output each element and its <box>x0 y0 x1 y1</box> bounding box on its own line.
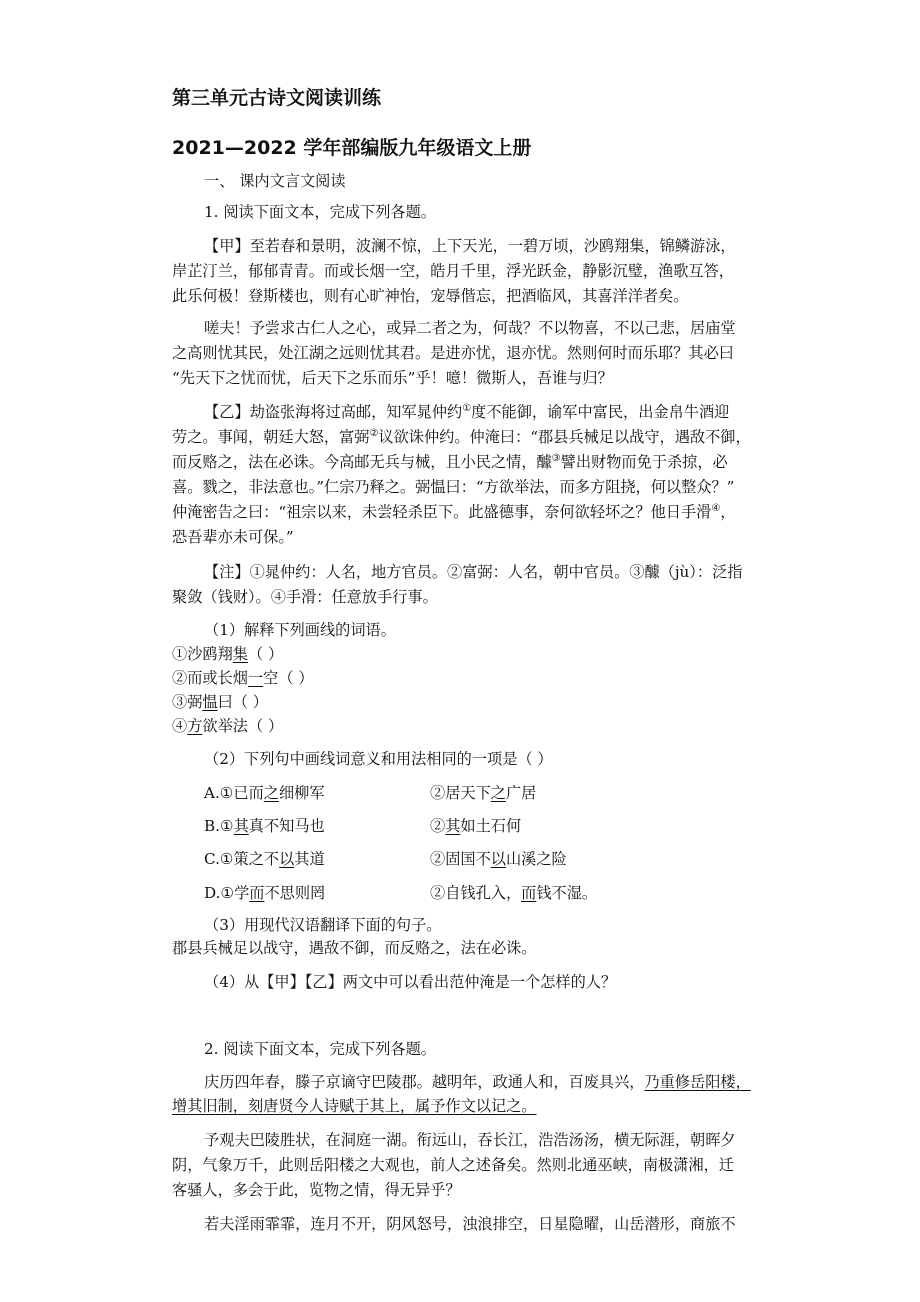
yi-line-6: 恐吾辈亦未可保。” <box>172 528 294 546</box>
vocab-text: ①沙鸥翔 <box>172 645 233 663</box>
option-text: 山溪之险 <box>505 850 567 868</box>
subquestion-3-prompt: （3）用现代汉语翻译下面的句子。 <box>204 916 442 934</box>
option-b-right <box>430 815 521 837</box>
answer-blank[interactable]: 曰（ ） <box>217 693 268 711</box>
footnote-marker: ② <box>369 427 379 439</box>
option-text: 其道 <box>294 850 325 868</box>
answer-blank[interactable]: 空（ ） <box>263 669 314 687</box>
q2-line-5: 客骚人，多会于此，览物之情，得无异乎？ <box>172 1181 461 1199</box>
yi-text: 劳之。事闻，朝廷大怒，富弼 <box>172 428 370 446</box>
vocab-text: ③弼 <box>172 693 203 711</box>
vocab-text: ②而或长烟 <box>172 669 248 687</box>
yi-text: 而反赂之，法在必诛。今高邮无兵与械，且小民之情，醵 <box>172 453 552 471</box>
footnote-marker: ④ <box>711 502 721 514</box>
option-text: ②自钱孔入， <box>430 884 522 902</box>
option-text: 广居 <box>505 784 537 802</box>
yi-text: 度不能御，谕军中富民，出金帛牛酒迎 <box>471 403 730 421</box>
option-d-left[interactable] <box>204 882 325 904</box>
option-text: ② <box>430 817 446 835</box>
option-a-left[interactable] <box>204 782 325 804</box>
yi-line-2 <box>172 426 751 448</box>
option-text: C.①策之不 <box>204 850 280 868</box>
underlined-word: 其 <box>445 817 461 835</box>
q2-text: 庆历四年春，滕子京谪守巴陵郡。越明年，政通人和，百废具兴， <box>204 1073 645 1091</box>
underlined-word: 以 <box>490 850 506 868</box>
vocab-item-1 <box>172 643 283 665</box>
option-text: 钱不湿。 <box>536 884 598 902</box>
subquestion-4-prompt: （4）从【甲】【乙】两文中可以看出范仲淹是一个怎样的人？ <box>204 973 617 991</box>
underlined-word: 方 <box>187 717 203 735</box>
option-text: 如土石何 <box>460 817 522 835</box>
vocab-item-3 <box>172 691 268 713</box>
worksheet-title: 第三单元古诗文阅读训练 <box>172 87 382 109</box>
underlined-word: 之 <box>263 784 279 802</box>
subquestion-2-prompt: （2）下列句中画线词意义和用法相同的一项是（ ） <box>204 750 553 768</box>
yi-line-1 <box>204 401 729 423</box>
option-d-right <box>430 882 597 904</box>
yi-text: ， <box>720 503 736 521</box>
option-text: 真不知马也 <box>248 817 325 835</box>
jia-line-6: “先天下之忧而忧，后天下之乐而乐”乎！噫！微斯人，吾谁与归？ <box>172 369 613 387</box>
underlined-word: 而 <box>249 884 265 902</box>
jia-line-3: 此乐何极！登斯楼也，则有心旷神怡，宠辱偕忘，把酒临风，其喜洋洋者矣。 <box>172 287 689 305</box>
question-1-prompt: 1. 阅读下面文本，完成下列各题。 <box>204 203 436 221</box>
vocab-item-2 <box>172 667 314 689</box>
q2-line-1 <box>204 1071 751 1093</box>
vocab-text: ④ <box>172 717 188 735</box>
q2-line-2 <box>172 1095 537 1117</box>
subquestion-1-prompt: （1）解释下列画线的词语。 <box>204 621 396 639</box>
option-text: D.①学 <box>204 884 250 902</box>
option-a-right <box>430 782 536 804</box>
yi-text: 譬出财物而免于杀掠，必 <box>560 453 728 471</box>
option-c-right <box>430 848 567 870</box>
yi-text: 【乙】劫盗张海将过高邮，知军晁仲约 <box>204 403 463 421</box>
underlined-word: 愠 <box>202 693 218 711</box>
option-text: B.① <box>204 817 234 835</box>
footnote-marker: ① <box>462 402 472 414</box>
option-text: ②居天下 <box>430 784 491 802</box>
worksheet-subtitle: 2021—2022 学年部编版九年级语文上册 <box>172 137 532 159</box>
yi-line-3 <box>172 451 728 473</box>
underlined-word: 一 <box>247 669 264 687</box>
yi-line-5 <box>172 501 735 523</box>
jia-line-1: 【甲】至若春和景明，波澜不惊，上下天光，一碧万顷，沙鸥翔集，锦鳞游泳， <box>204 237 736 255</box>
jia-line-4: 嗟夫！予尝求古仁人之心，或异二者之为，何哉？不以物喜，不以己悲，居庙堂 <box>204 319 736 337</box>
underlined-word: 而 <box>521 884 537 902</box>
answer-blank[interactable]: 欲举法（ ） <box>202 717 284 735</box>
underlined-word: 集 <box>232 645 248 663</box>
option-text: A.①已而 <box>204 784 264 802</box>
option-c-left[interactable] <box>204 848 325 870</box>
q2-line-6: 若夫淫雨霏霏，连月不开，阴风怒号，浊浪排空，日星隐曜，山岳潜形，商旅不 <box>204 1215 736 1233</box>
q2-line-4: 阴，气象万千，此则岳阳楼之大观也，前人之述备矣。然则北通巫峡，南极潇湘，迁 <box>172 1156 734 1174</box>
note-line-2: 聚敛（钱财）。④手滑：任意放手行事。 <box>172 588 438 606</box>
translation-sentence: 郡县兵械足以战守，遇敌不御，而反赂之，法在必诛。 <box>172 939 537 957</box>
q2-line-3: 予观夫巴陵胜状，在洞庭一湖。衔远山，吞长江，浩浩汤汤，横无际涯，朝晖夕 <box>204 1131 736 1149</box>
underlined-word: 之 <box>490 784 506 802</box>
option-b-left[interactable] <box>204 815 325 837</box>
note-line-1: 【注】①晁仲约：人名，地方官员。②富弼：人名，朝中官员。③醵（jù）：泛指 <box>204 563 743 581</box>
footnote-marker: ③ <box>551 452 561 464</box>
section-heading: 一、 课内文言文阅读 <box>204 172 346 190</box>
yi-text: 议欲诛仲约。仲淹曰：“郡县兵械足以战守，遇敌不御， <box>378 428 751 446</box>
answer-blank[interactable]: （ ） <box>247 645 284 663</box>
question-2-prompt: 2. 阅读下面文本，完成下列各题。 <box>204 1040 436 1058</box>
underlined-sentence: 乃重修岳阳楼， <box>644 1073 751 1091</box>
yi-text: 仲淹密告之曰：“祖宗以来，未尝轻杀臣下。此盛德事，奈何欲轻坏之？他日手滑 <box>172 503 712 521</box>
jia-line-2: 岸芷汀兰，郁郁青青。而或长烟一空，皓月千里，浮光跃金，静影沉璧，渔歌互答， <box>172 262 734 280</box>
option-text: ②固国不 <box>430 850 491 868</box>
jia-line-5: 之高则忧其民，处江湖之远则忧其君。是进亦忧，退亦忧。然则何时而乐耶？其必曰 <box>172 344 734 362</box>
vocab-item-4 <box>172 715 283 737</box>
underlined-word: 其 <box>233 817 249 835</box>
yi-line-4: 喜。戮之，非法意也。”仁宗乃释之。弼愠曰：“方欲举法，而多方阻挠，何以整众？” <box>172 478 735 496</box>
underlined-sentence: 增其旧制，刻唐贤今人诗赋于其上，属予作文以记之。 <box>172 1097 537 1115</box>
underlined-word: 以 <box>279 850 295 868</box>
option-text: 细柳军 <box>278 784 325 802</box>
option-text: 不思则罔 <box>264 884 326 902</box>
